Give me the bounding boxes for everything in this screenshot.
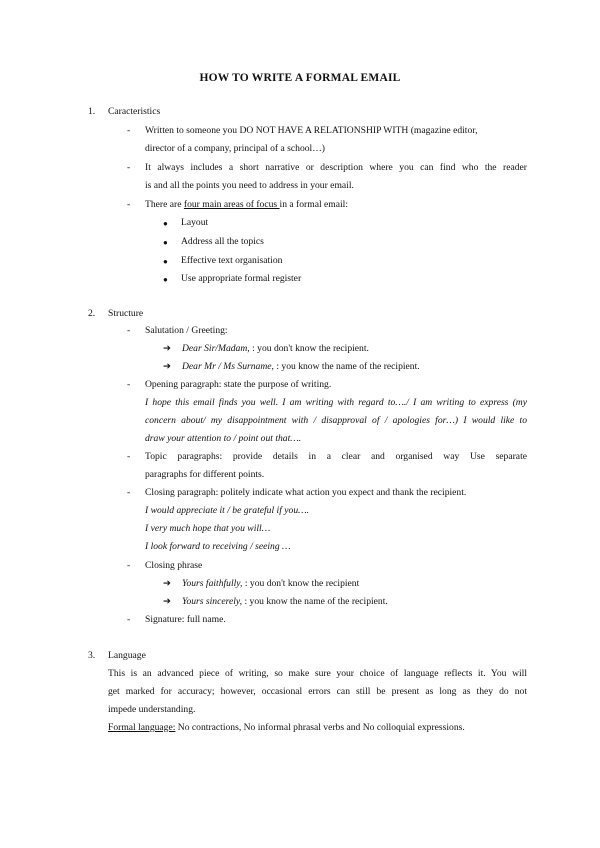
closing-1-note: : you don't know the recipient	[242, 578, 360, 589]
dash-marker: -	[127, 614, 131, 625]
salutation-1-note: : you don't know the recipient.	[249, 343, 369, 354]
dash-marker: -	[127, 162, 131, 173]
arrow-icon: ➔	[163, 578, 172, 589]
signature-line: Signature: full name.	[145, 614, 226, 625]
bullet-dot: ●	[163, 238, 168, 247]
salutation-2-phrase: Dear Mr / Ms Surname,	[182, 361, 274, 372]
focus-item-organisation: Effective text organisation	[181, 255, 283, 266]
section-1-heading: Caracteristics	[108, 106, 161, 117]
closing-example-2: I very much hope that you will…	[145, 523, 271, 534]
language-paragraph-line-1: This is an advanced piece of writing, so make sure your choice of language reflects it. You will	[108, 668, 527, 679]
closing-example-3: I look forward to receiving / seeing …	[145, 541, 291, 552]
formal-language-rules: No contractions, No informal phrasal verbs and No colloquial expressions.	[175, 722, 465, 733]
salutation-option-2	[182, 361, 420, 373]
characteristic-2-line-2: is and all the points you need to address in your email.	[145, 180, 354, 191]
dash-marker: -	[127, 199, 131, 210]
opening-paragraph-label: Opening paragraph: state the purpose of writing.	[145, 379, 332, 390]
arrow-icon: ➔	[163, 361, 172, 372]
closing-2-note: : you know the name of the recipient.	[242, 596, 388, 607]
document-title: HOW TO WRITE A FORMAL EMAIL	[199, 72, 401, 84]
closing-phrase-option-1	[182, 578, 359, 590]
topic-paragraphs-line-2: paragraphs for different points.	[145, 469, 265, 480]
dash-marker: -	[127, 451, 131, 462]
arrow-icon: ➔	[163, 596, 172, 607]
formal-language-line	[108, 722, 465, 734]
dash-marker: -	[127, 379, 131, 390]
section-3-heading: Language	[108, 650, 146, 661]
closing-2-phrase: Yours sincerely,	[182, 596, 243, 607]
dash-marker: -	[127, 560, 131, 571]
closing-paragraph-label: Closing paragraph: politely indicate what action you expect and thank the recipient.	[145, 487, 467, 498]
characteristic-3-post: in a formal email:	[279, 199, 348, 210]
language-paragraph-line-2: get marked for accuracy; however, occasional errors can still be present as long as they do not	[108, 686, 527, 697]
focus-areas-underlined: four main areas of focus	[183, 199, 280, 210]
bullet-dot: ●	[163, 257, 168, 266]
characteristic-3	[145, 199, 348, 211]
formal-language-label: Formal language:	[108, 722, 176, 733]
section-2-heading: Structure	[108, 308, 144, 319]
focus-item-layout: Layout	[181, 217, 209, 228]
bullet-dot: ●	[163, 219, 168, 228]
opening-example-line-2: concern about/ my disappointment with / disapproval of / apologies for…) I would like to	[145, 415, 527, 426]
focus-item-register: Use appropriate formal register	[181, 273, 302, 284]
dash-marker: -	[127, 325, 131, 336]
closing-1-phrase: Yours faithfully,	[182, 578, 243, 589]
characteristic-2-line-1: It always includes a short narrative or description where you can find who the reader	[145, 162, 527, 173]
salutation-option-1	[182, 343, 369, 355]
focus-item-topics: Address all the topics	[181, 236, 264, 247]
bullet-dot: ●	[163, 275, 168, 284]
arrow-icon: ➔	[163, 343, 172, 354]
section-1-number: 1.	[88, 106, 96, 117]
topic-paragraphs-line-1: Topic paragraphs: provide details in a clear and organised way Use separate	[145, 451, 527, 462]
closing-phrase-label: Closing phrase	[145, 560, 203, 571]
characteristic-1-line-2: director of a company, principal of a school…)	[145, 143, 325, 154]
opening-example-line-1: I hope this email finds you well. I am writing with regard to…./ I am writing to express (my	[145, 397, 527, 408]
section-2-number: 2.	[88, 308, 96, 319]
section-3-number: 3.	[88, 650, 96, 661]
closing-example-1: I would appreciate it / be grateful if you….	[145, 505, 310, 516]
dash-marker: -	[127, 125, 131, 136]
language-paragraph-line-3: impede understanding.	[108, 704, 196, 715]
characteristic-1-line-1: Written to someone you DO NOT HAVE A RELATIONSHIP WITH (magazine editor,	[145, 125, 478, 136]
dash-marker: -	[127, 487, 131, 498]
salutation-label: Salutation / Greeting:	[145, 325, 228, 336]
salutation-2-note: : you know the name of the recipient.	[273, 361, 420, 372]
opening-example-line-3: draw your attention to / point out that….	[145, 433, 302, 444]
closing-phrase-option-2	[182, 596, 388, 608]
characteristic-3-pre: There are	[145, 199, 184, 210]
salutation-1-phrase: Dear Sir/Madam,	[182, 343, 250, 354]
